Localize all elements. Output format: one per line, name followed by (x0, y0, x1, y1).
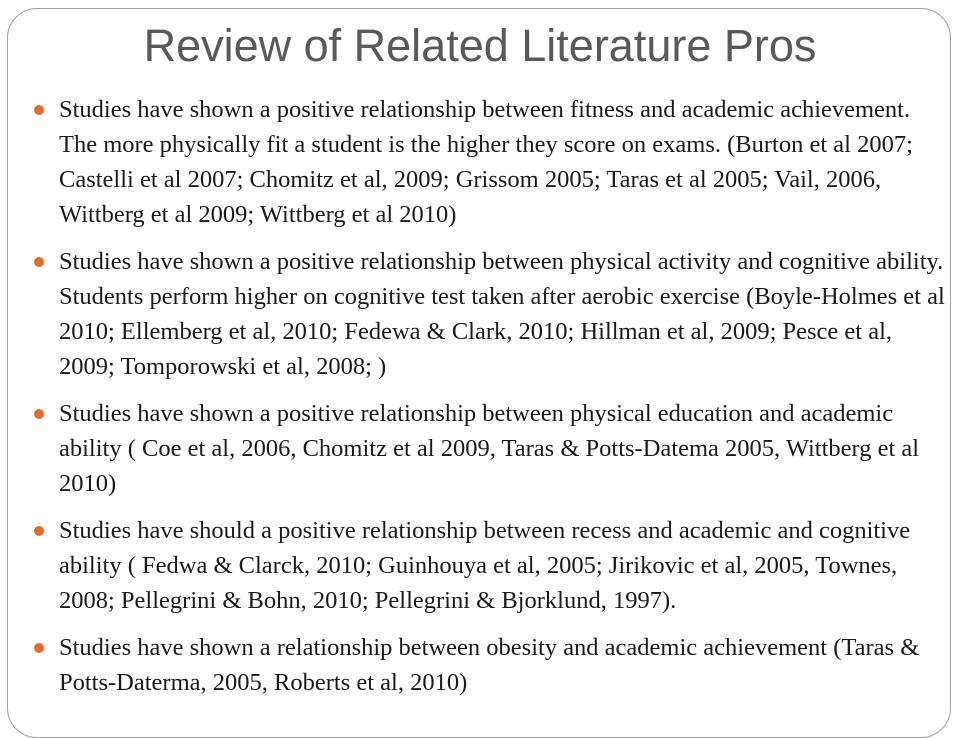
slide-title: Review of Related Literature Pros (143, 20, 817, 71)
bullet-dot-icon (34, 643, 44, 653)
bullet-text: Studies have shown a positive relationship between fitness and academic achievement. The more physically fit a student is the higher they score on exams. (Burton et al 2007; Castelli et al 2007; Chomitz et al, 2009; Grissom 2005; Taras et al 2005; Vail, 2006, Wittberg et al 2009; Wittberg et al 2010) (59, 96, 913, 228)
bullet-item-physical-education (33, 396, 953, 501)
bullet-dot-icon (34, 409, 44, 419)
bullet-list (33, 92, 953, 712)
bullet-text: Studies have shown a relationship between obesity and academic achievement (Taras & Potts-Daterma, 2005, Roberts et al, 2010) (59, 634, 920, 696)
bullet-item-physical-activity (33, 244, 953, 384)
bullet-text: Studies have shown a positive relationship between physical activity and cognitive ability. Students perform higher on cognitive test taken after aerobic exercise (Boyle-Holmes et al 2010; Ellemberg et al, 2010; Fedewa & Clark, 2010; Hillman et al, 2009; Pesce et al, 2009; Tomporowski et al, 2008; ) (59, 248, 945, 380)
bullet-item-obesity (33, 630, 953, 700)
bullet-dot-icon (34, 105, 44, 115)
bullet-dot-icon (34, 257, 44, 267)
bullet-item-recess (33, 513, 953, 618)
bullet-text: Studies have should a positive relationship between recess and academic and cognitive ability ( Fedwa & Clarck, 2010; Guinhouya et al, 2005; Jirikovic et al, 2005, Townes, 2008; Pellegrini & Bohn, 2010; Pellegrini & Bjorklund, 1997). (59, 517, 911, 614)
bullet-item-fitness (33, 92, 953, 232)
bullet-dot-icon (34, 526, 44, 536)
bullet-text: Studies have shown a positive relationship between physical education and academic ability ( Coe et al, 2006, Chomitz et al 2009, Taras & Potts-Datema 2005, Wittberg et al 2010) (59, 400, 920, 497)
